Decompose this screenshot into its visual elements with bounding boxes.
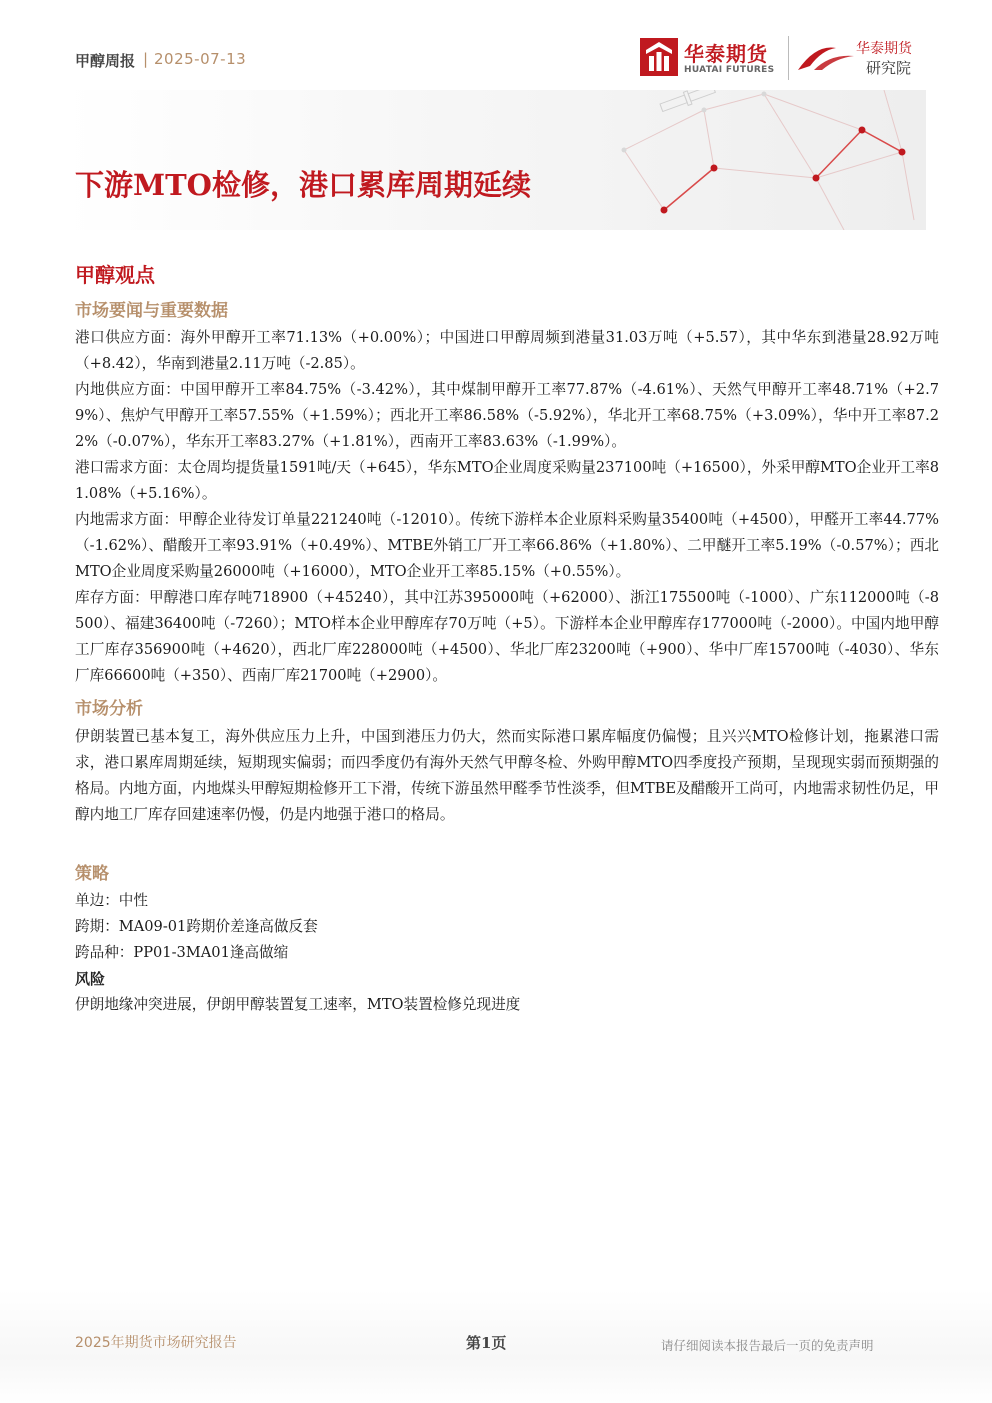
report-date: 2025-07-13: [154, 50, 247, 68]
inland-supply-paragraph: 内地供应方面：中国甲醇开工率84.75%（-3.42%），其中煤制甲醇开工率77.87%（-4.61%）、天然气甲醇开工率48.71%（+2.79%）、焦炉气甲醇开工率57.55%（+1.59%）；西北开工率86.58%（-5.92%），华北开工率68.75%（+3.09%），华中开工率87.22%（-0.07%），华东开工率83.27%（+1.81%），西南开工率83.63%（-1.99%）。: [75, 381, 939, 450]
risk-text: 伊朗地缘冲突进展，伊朗甲醇装置复工速率，MTO装置检修兑现进度: [75, 996, 521, 1013]
institute-swoosh-icon: [796, 40, 858, 74]
doc-type: 甲醇周报: [75, 52, 136, 70]
footer-report-name: 2025年期货市场研究报告: [75, 1335, 237, 1351]
page-number: 第1页: [466, 1334, 507, 1352]
huatai-logo: [640, 38, 790, 80]
footer-disclaimer-note: 请仔细阅读本报告最后一页的免责声明: [661, 1338, 874, 1353]
logo-divider: [788, 36, 789, 80]
logo-english-name: HUATAI FUTURES: [684, 65, 775, 75]
inventory-paragraph: 库存方面：甲醇港口库存吨718900（+45240），其中江苏395000吨（+62000）、浙江175500吨（-1000）、广东112000吨（-8500）、福建36400吨（-7260）；MTO样本企业甲醇库存70万吨（+5）。下游样本企业甲醇库存177000吨（-2000）。中国内地甲醇工厂库存356900吨（+4620），西北厂库228000吨（+4500）、华北厂库23200吨（+900）、华中厂库15700吨（-4030）、华东厂库66600吨（+350）、西南厂库21700吨（+2900）。: [75, 589, 939, 684]
market-analysis-heading: 市场分析: [75, 699, 143, 719]
institute-logo: [796, 36, 926, 80]
port-demand-paragraph: 港口需求方面：太仓周均提货量1591吨/天（+645），华东MTO企业周度采购量237100吨（+16500），外采甲醇MTO企业开工率81.08%（+5.16%）。: [75, 459, 939, 502]
institute-line2: 研究院: [866, 59, 912, 77]
title-banner: [64, 90, 926, 230]
port-supply-paragraph: 港口供应方面：海外甲醇开工率71.13%（+0.00%）；中国进口甲醇周频到港量31.03万吨（+5.57），其中华东到港量28.92万吨（+8.42），华南到港量2.11万吨（-2.85）。: [75, 329, 939, 372]
market-analysis-text: 伊朗装置已基本复工，海外供应压力上升，中国到港压力仍大，然而实际港口累库幅度仍偏慢；且兴兴MTO检修计划，拖累港口需求，港口累库周期延续，短期现实偏弱；而四季度仍有海外天然气甲醇冬检、外购甲醇MTO四季度投产预期，呈现现实弱而预期强的格局。内地方面，内地煤头甲醇短期检修开工下滑，传统下游虽然甲醛季节性淡季，但MTBE及醋酸开工尚可，内地需求韧性仍足，甲醇内地工厂库存回建速率仍慢，仍是内地强于港口的格局。: [75, 728, 939, 823]
risk-heading: 风险: [75, 970, 106, 988]
inland-demand-paragraph: 内地需求方面：甲醇企业待发订单量221240吨（-12010）。传统下游样本企业原料采购量35400吨（+4500），甲醛开工率44.77%（-1.62%）、醋酸开工率93.91%（+0.49%）、MTBE外销工厂开工率66.86%（+1.80%）、二甲醚开工率5.19%（-0.57%）；西北MTO企业周度采购量26000吨（+16000），MTO企业开工率85.15%（+0.55%）。: [75, 511, 939, 580]
page-header: [0, 0, 992, 90]
methanol-view-heading: 甲醇观点: [75, 263, 155, 287]
market-news-heading: 市场要闻与重要数据: [75, 301, 228, 321]
strategy-item: 跨期：MA09-01跨期价差逢高做反套: [75, 918, 318, 935]
header-separator: |: [143, 50, 149, 68]
strategy-item: 单边：中性: [75, 892, 148, 909]
report-title: 下游MTO检修，港口累库周期延续: [75, 168, 531, 202]
strategy-item: 跨品种：PP01-3MA01逢高做缩: [75, 944, 289, 961]
huatai-logo-icon: [640, 38, 678, 76]
strategy-heading: 策略: [75, 864, 109, 884]
network-graphic: [64, 90, 926, 230]
logo-chinese-name: 华泰期货: [684, 42, 768, 66]
institute-line1: 华泰期货: [856, 41, 912, 57]
